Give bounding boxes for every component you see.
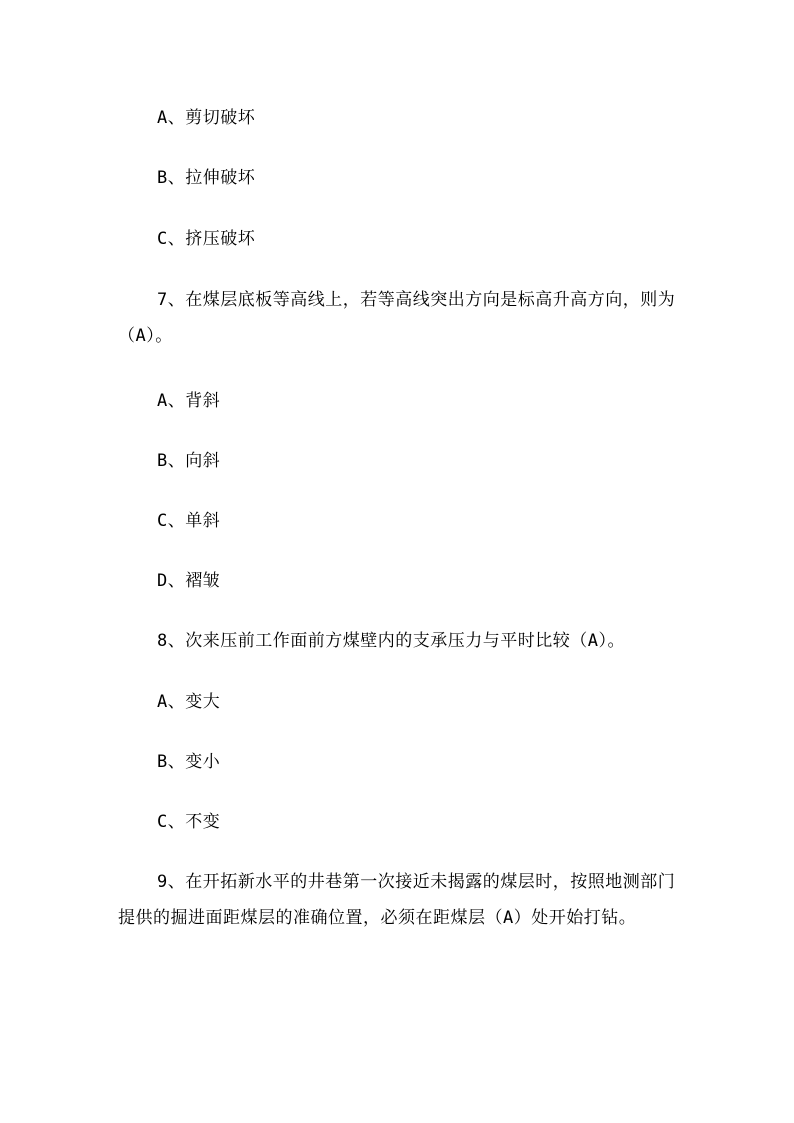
q6-option-c: C、挤压破坏 <box>157 229 256 249</box>
question-9: 9、在开拓新水平的井巷第一次接近未揭露的煤层时，按照地测部门提供的掘进面距煤层的准确位置，必须在距煤层（A）处开始打钻。 <box>118 872 676 928</box>
q8-option-c: C、不变 <box>157 812 221 832</box>
q7-option-b: B、向斜 <box>157 451 221 471</box>
q8-option-b: B、变小 <box>157 752 221 772</box>
q7-option-a: A、背斜 <box>157 391 221 411</box>
q7-option-d: D、褶皱 <box>157 571 221 591</box>
q8-option-a: A、变大 <box>157 692 221 712</box>
question-7: 7、在煤层底板等高线上，若等高线突出方向是标高升高方向，则为（A）。 <box>118 290 676 346</box>
q7-option-c: C、单斜 <box>157 511 221 531</box>
q6-option-a: A、剪切破坏 <box>157 108 256 128</box>
q6-option-b: B、拉伸破坏 <box>157 168 256 188</box>
question-8: 8、次来压前工作面前方煤壁内的支承压力与平时比较（A）。 <box>157 631 625 651</box>
